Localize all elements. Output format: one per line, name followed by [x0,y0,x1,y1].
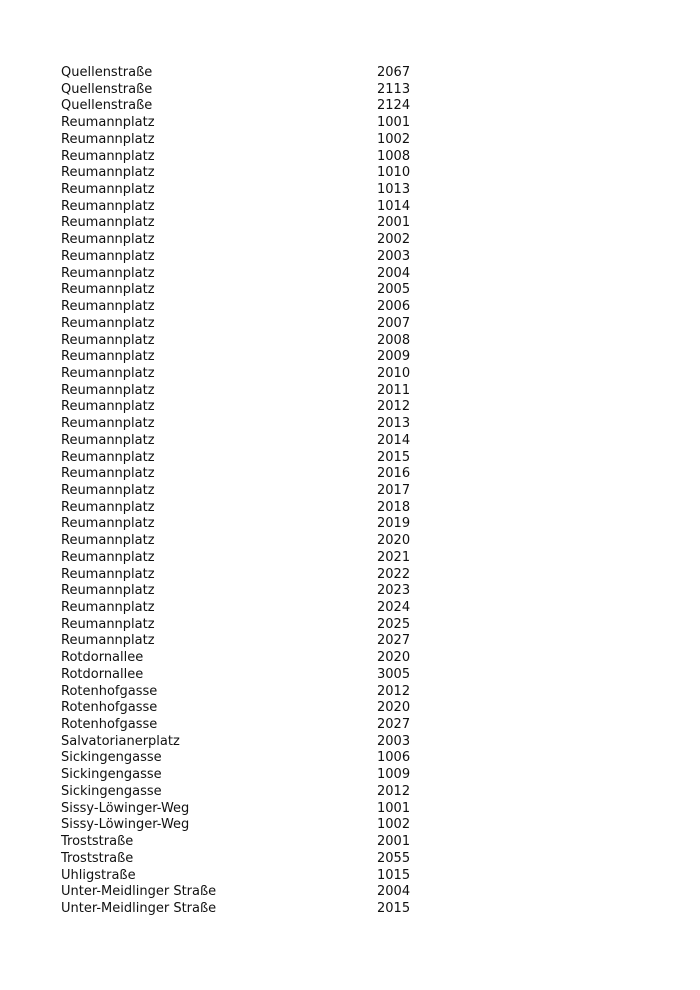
street-name-cell: Reumannplatz [61,600,155,615]
street-name-cell: Reumannplatz [61,215,155,231]
street-name-cell: Reumannplatz [61,182,155,198]
street-name-cell: Reumannplatz [61,499,155,515]
table-row [61,349,441,366]
table-row [61,215,441,232]
street-name-cell: Reumannplatz [61,449,155,465]
street-name-cell: Reumannplatz [61,165,155,181]
street-name-cell: Troststraße [61,850,134,866]
table-row [61,901,441,918]
table-row [61,533,441,550]
street-name-cell: Reumannplatz [61,198,155,214]
street-name-cell: Reumannplatz [61,382,155,398]
code-cell: 1008 [377,148,411,164]
code-cell: 2004 [377,884,411,900]
street-name-cell: Reumannplatz [61,248,155,264]
street-name-cell: Salvatorianerplatz [61,733,180,749]
code-cell: 2012 [377,683,411,699]
table-row [61,316,441,333]
code-cell: 2025 [377,616,411,632]
table-row [61,817,441,834]
code-cell: 1015 [377,867,411,883]
code-cell: 2022 [377,566,411,582]
table-row [61,299,441,316]
code-cell: 2015 [377,900,411,916]
code-cell: 2008 [377,332,411,348]
street-name-cell: Reumannplatz [61,148,155,164]
street-name-cell: Quellenstraße [61,65,153,80]
table-row [61,884,441,901]
code-cell: 2007 [377,315,411,331]
table-row [61,466,441,483]
table-row [61,583,441,600]
code-cell: 2003 [377,733,411,749]
code-cell: 2027 [377,717,411,733]
table-row [61,416,441,433]
table-row [61,684,441,701]
street-name-cell: Reumannplatz [61,365,155,381]
table-row [61,65,441,82]
street-name-cell: Sissy-Löwinger-Weg [61,817,190,833]
table-row [61,199,441,216]
street-name-cell: Reumannplatz [61,566,155,582]
street-name-cell: Reumannplatz [61,399,155,415]
code-cell: 2001 [377,215,411,231]
table-row [61,500,441,517]
street-name-cell: Rotenhofgasse [61,717,158,733]
street-name-cell: Unter-Meidlinger Straße [61,884,217,900]
table-row [61,767,441,784]
street-name-cell: Reumannplatz [61,299,155,315]
street-name-cell: Reumannplatz [61,466,155,482]
table-row [61,98,441,115]
table-row [61,851,441,868]
code-cell: 2017 [377,482,411,498]
street-name-cell: Rotenhofgasse [61,700,158,716]
street-name-cell: Reumannplatz [61,482,155,498]
table-row [61,834,441,851]
street-name-cell: Sissy-Löwinger-Weg [61,800,190,816]
code-cell: 1006 [377,750,411,766]
street-name-cell: Reumannplatz [61,282,155,298]
code-cell: 2055 [377,850,411,866]
code-cell: 2011 [377,382,411,398]
table-row [61,600,441,617]
code-cell: 2006 [377,299,411,315]
table-row [61,717,441,734]
table-row [61,868,441,885]
street-name-cell: Sickingengasse [61,750,162,766]
table-row [61,433,441,450]
code-cell: 1013 [377,182,411,198]
street-name-cell: Rotdornallee [61,650,144,666]
table-row [61,115,441,132]
street-name-cell: Quellenstraße [61,81,153,97]
code-cell: 2020 [377,650,411,666]
table-row [61,567,441,584]
code-cell: 1002 [377,817,411,833]
code-cell: 2018 [377,499,411,515]
street-name-cell: Reumannplatz [61,533,155,549]
table-row [61,801,441,818]
table-row [61,165,441,182]
code-cell: 2004 [377,265,411,281]
street-name-cell: Reumannplatz [61,616,155,632]
code-cell: 2021 [377,549,411,565]
table-row [61,784,441,801]
code-cell: 2012 [377,783,411,799]
table-row [61,149,441,166]
code-cell: 2012 [377,399,411,415]
street-name-cell: Reumannplatz [61,115,155,131]
table-row [61,700,441,717]
street-name-cell: Uhligstraße [61,867,136,883]
street-name-cell: Rotdornallee [61,666,144,682]
table-row [61,383,441,400]
street-name-cell: Sickingengasse [61,783,162,799]
street-name-cell: Reumannplatz [61,583,155,599]
street-name-cell: Reumannplatz [61,232,155,248]
code-cell: 2003 [377,248,411,264]
code-cell: 2015 [377,449,411,465]
code-cell: 2067 [377,65,411,80]
code-cell: 2024 [377,600,411,615]
code-cell: 2013 [377,416,411,432]
code-cell: 2002 [377,232,411,248]
table-row [61,650,441,667]
table-row [61,734,441,751]
street-name-cell: Reumannplatz [61,516,155,532]
street-name-cell: Reumannplatz [61,265,155,281]
code-cell: 2020 [377,700,411,716]
table-row [61,483,441,500]
street-name-cell: Troststraße [61,834,134,850]
table-row [61,667,441,684]
code-cell: 2005 [377,282,411,298]
street-name-cell: Reumannplatz [61,416,155,432]
table-row [61,249,441,266]
table-row [61,132,441,149]
street-name-cell: Quellenstraße [61,98,153,114]
code-cell: 1009 [377,767,411,783]
street-name-cell: Rotenhofgasse [61,683,158,699]
table-row [61,266,441,283]
table-row [61,82,441,99]
code-cell: 1001 [377,115,411,131]
code-cell: 2023 [377,583,411,599]
code-cell: 2016 [377,466,411,482]
code-cell: 2009 [377,349,411,365]
street-name-cell: Reumannplatz [61,549,155,565]
street-name-cell: Reumannplatz [61,131,155,147]
code-cell: 1014 [377,198,411,214]
table-row [61,750,441,767]
table-row [61,633,441,650]
table-row [61,550,441,567]
table-row [61,182,441,199]
code-cell: 2027 [377,633,411,649]
table-row [61,366,441,383]
street-name-cell: Reumannplatz [61,432,155,448]
code-cell: 3005 [377,666,411,682]
table-row [61,333,441,350]
street-name-cell: Sickingengasse [61,767,162,783]
code-cell: 2014 [377,432,411,448]
code-cell: 2124 [377,98,411,114]
code-cell: 1010 [377,165,411,181]
table-row [61,516,441,533]
code-cell: 2019 [377,516,411,532]
code-cell: 2010 [377,365,411,381]
street-name-cell: Reumannplatz [61,315,155,331]
table-row [61,282,441,299]
street-name-cell: Reumannplatz [61,332,155,348]
code-cell: 1002 [377,131,411,147]
street-name-cell: Reumannplatz [61,633,155,649]
table-row [61,617,441,634]
code-cell: 2113 [377,81,411,97]
table-row [61,232,441,249]
street-name-cell: Unter-Meidlinger Straße [61,900,217,916]
code-cell: 2020 [377,533,411,549]
street-name-cell: Reumannplatz [61,349,155,365]
table-row [61,450,441,467]
street-code-list [61,65,441,918]
table-row [61,399,441,416]
code-cell: 2001 [377,834,411,850]
code-cell: 1001 [377,800,411,816]
